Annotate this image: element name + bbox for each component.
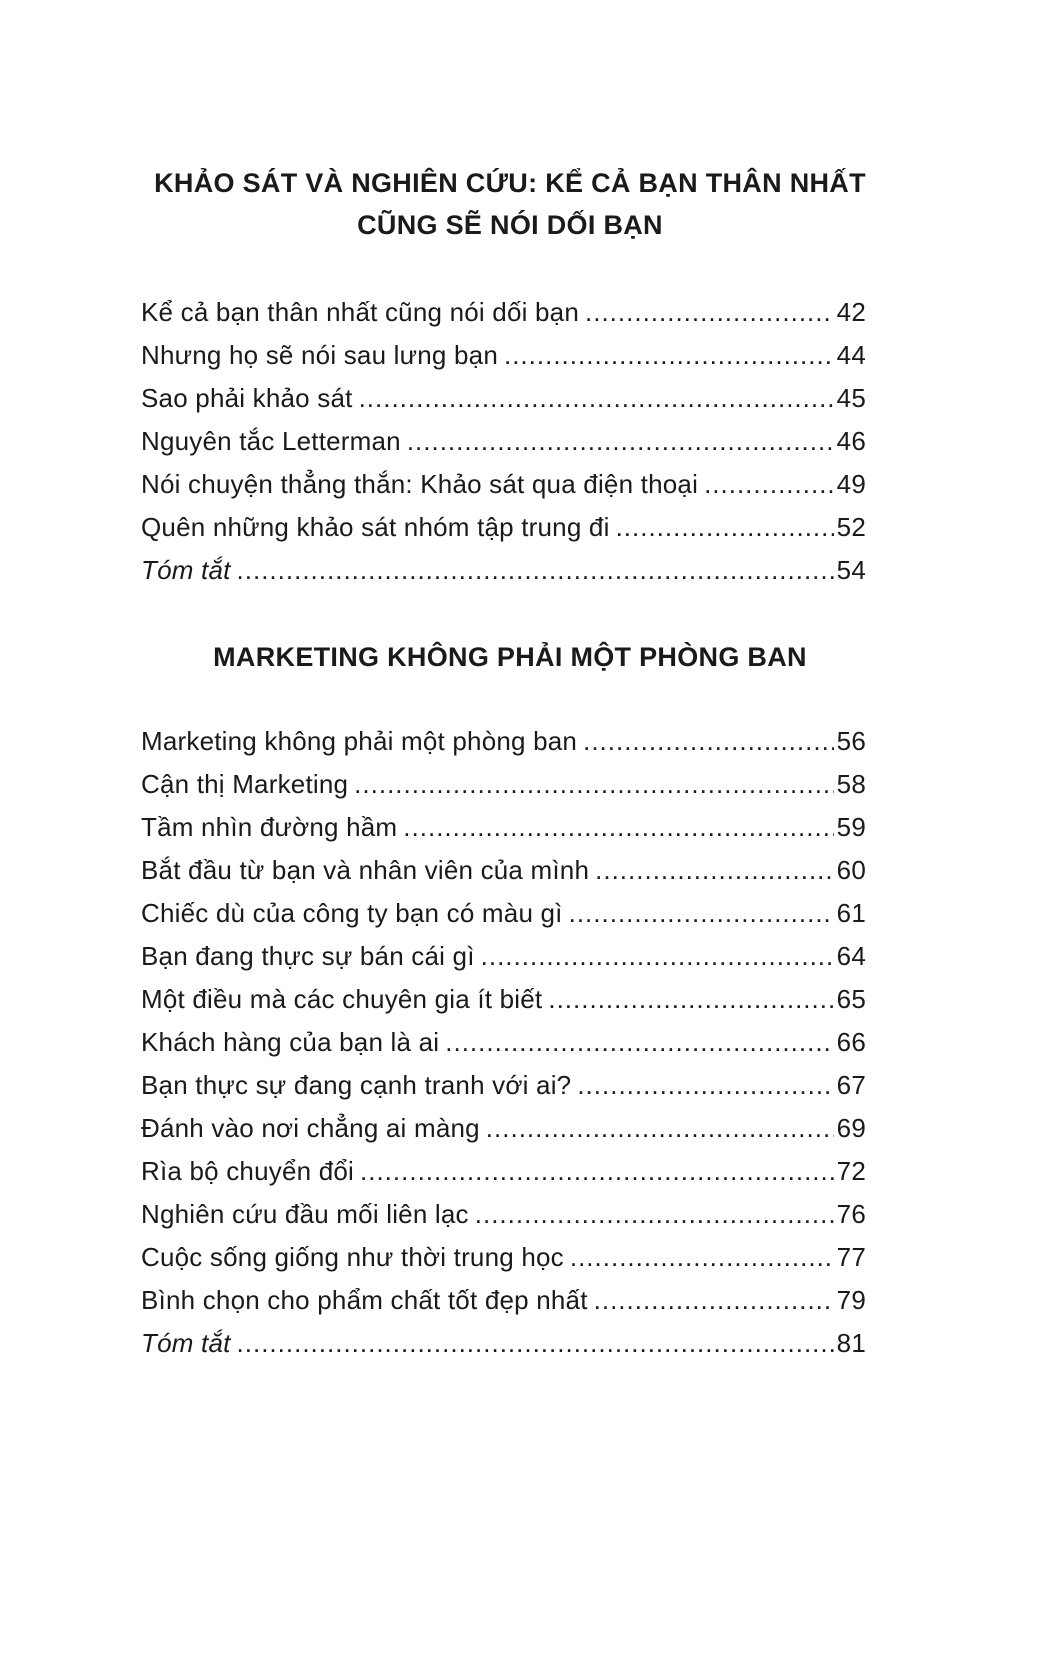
toc-entry[interactable] xyxy=(141,1193,866,1236)
dot-leader xyxy=(237,1322,834,1365)
toc-entry-title: Bình chọn cho phẩm chất tốt đẹp nhất xyxy=(141,1285,588,1315)
toc-entry-title: Khách hàng của bạn là ai xyxy=(141,1027,440,1057)
toc-entry-page: 61 xyxy=(836,898,866,928)
toc-entry-title: Tóm tắt xyxy=(141,1328,231,1358)
toc-entry[interactable] xyxy=(141,978,866,1021)
toc-entry[interactable] xyxy=(141,849,866,892)
toc-entry-page: 66 xyxy=(836,1027,866,1057)
dot-leader xyxy=(569,892,834,935)
toc-entry-title: Quên những khảo sát nhóm tập trung đi xyxy=(141,512,610,542)
toc-entry[interactable] xyxy=(141,935,866,978)
toc-entry-title: Đánh vào nơi chẳng ai màng xyxy=(141,1113,480,1143)
toc-list-marketing xyxy=(141,720,866,1365)
toc-entry-page: 54 xyxy=(836,555,866,585)
toc-entry-page: 67 xyxy=(836,1070,866,1100)
toc-entry-page: 52 xyxy=(836,512,866,542)
section-title-line: KHẢO SÁT VÀ NGHIÊN CỨU: KỂ CẢ BẠN THÂN NHẤT xyxy=(154,168,866,198)
toc-entry[interactable] xyxy=(141,334,866,377)
dot-leader xyxy=(504,334,834,377)
toc-entry-page: 69 xyxy=(836,1113,866,1143)
toc-entry-page: 65 xyxy=(836,984,866,1014)
dot-leader xyxy=(577,1064,834,1107)
dot-leader xyxy=(548,978,834,1021)
dot-leader xyxy=(616,506,834,549)
toc-entry[interactable] xyxy=(141,806,866,849)
dot-leader xyxy=(359,377,834,420)
section-title-marketing xyxy=(120,636,900,678)
toc-entry-title: Nhưng họ sẽ nói sau lưng bạn xyxy=(141,340,498,370)
toc-entry-title: Cuộc sống giống như thời trung học xyxy=(141,1242,564,1272)
dot-leader xyxy=(594,1279,834,1322)
toc-entry[interactable] xyxy=(141,291,866,334)
toc-entry-title: Kể cả bạn thân nhất cũng nói dối bạn xyxy=(141,297,579,327)
toc-entry-page: 44 xyxy=(836,340,866,370)
dot-leader xyxy=(445,1021,834,1064)
dot-leader xyxy=(704,463,834,506)
dot-leader xyxy=(570,1236,834,1279)
toc-entry-title: Bắt đầu từ bạn và nhân viên của mình xyxy=(141,855,590,885)
toc-list-survey xyxy=(141,291,866,592)
toc-entry-page: 79 xyxy=(836,1285,866,1315)
toc-entry-title: Cận thị Marketing xyxy=(141,769,349,799)
toc-entry-summary[interactable] xyxy=(141,549,866,592)
dot-leader xyxy=(481,935,834,978)
toc-entry-title: Sao phải khảo sát xyxy=(141,383,353,413)
toc-entry[interactable] xyxy=(141,892,866,935)
dot-leader xyxy=(583,720,834,763)
toc-entry[interactable] xyxy=(141,1064,866,1107)
toc-entry-title: Bạn thực sự đang cạnh tranh với ai? xyxy=(141,1070,572,1100)
toc-entry-title: Marketing không phải một phòng ban xyxy=(141,726,578,756)
toc-entry[interactable] xyxy=(141,420,866,463)
toc-entry[interactable] xyxy=(141,1236,866,1279)
toc-entry-page: 58 xyxy=(836,769,866,799)
toc-entry-title: Nghiên cứu đầu mối liên lạc xyxy=(141,1199,469,1229)
toc-entry-page: 46 xyxy=(836,426,866,456)
toc-entry[interactable] xyxy=(141,463,866,506)
toc-entry-page: 45 xyxy=(836,383,866,413)
toc-entry-page: 56 xyxy=(836,726,866,756)
toc-entry[interactable] xyxy=(141,1107,866,1150)
toc-entry-page: 77 xyxy=(836,1242,866,1272)
toc-entry-page: 60 xyxy=(836,855,866,885)
dot-leader xyxy=(354,763,834,806)
dot-leader xyxy=(595,849,834,892)
dot-leader xyxy=(585,291,834,334)
toc-entry-page: 76 xyxy=(836,1199,866,1229)
section-title-survey xyxy=(120,162,900,246)
toc-entry-title: Bạn đang thực sự bán cái gì xyxy=(141,941,475,971)
toc-entry[interactable] xyxy=(141,720,866,763)
toc-entry-title: Tóm tắt xyxy=(141,555,231,585)
section-title-line: MARKETING KHÔNG PHẢI MỘT PHÒNG BAN xyxy=(213,642,807,672)
toc-entry[interactable] xyxy=(141,377,866,420)
dot-leader xyxy=(360,1150,834,1193)
dot-leader xyxy=(407,420,834,463)
toc-entry-title: Nguyên tắc Letterman xyxy=(141,426,401,456)
toc-entry[interactable] xyxy=(141,1021,866,1064)
toc-entry[interactable] xyxy=(141,763,866,806)
dot-leader xyxy=(475,1193,834,1236)
toc-entry-page: 64 xyxy=(836,941,866,971)
toc-entry-page: 72 xyxy=(836,1156,866,1186)
toc-entry-summary[interactable] xyxy=(141,1322,866,1365)
dot-leader xyxy=(486,1107,834,1150)
toc-entry[interactable] xyxy=(141,1150,866,1193)
toc-entry[interactable] xyxy=(141,506,866,549)
toc-entry-page: 59 xyxy=(836,812,866,842)
toc-entry[interactable] xyxy=(141,1279,866,1322)
section-title-line: CŨNG SẼ NÓI DỐI BẠN xyxy=(357,210,663,240)
toc-entry-title: Tầm nhìn đường hầm xyxy=(141,812,398,842)
toc-entry-title: Một điều mà các chuyên gia ít biết xyxy=(141,984,543,1014)
toc-entry-page: 81 xyxy=(836,1328,866,1358)
dot-leader xyxy=(403,806,834,849)
toc-entry-title: Rìa bộ chuyển đổi xyxy=(141,1156,354,1186)
toc-entry-title: Nói chuyện thẳng thắn: Khảo sát qua điện thoại xyxy=(141,469,699,499)
toc-entry-title: Chiếc dù của công ty bạn có màu gì xyxy=(141,898,563,928)
toc-entry-page: 49 xyxy=(836,469,866,499)
toc-entry-page: 42 xyxy=(836,297,866,327)
dot-leader xyxy=(237,549,834,592)
